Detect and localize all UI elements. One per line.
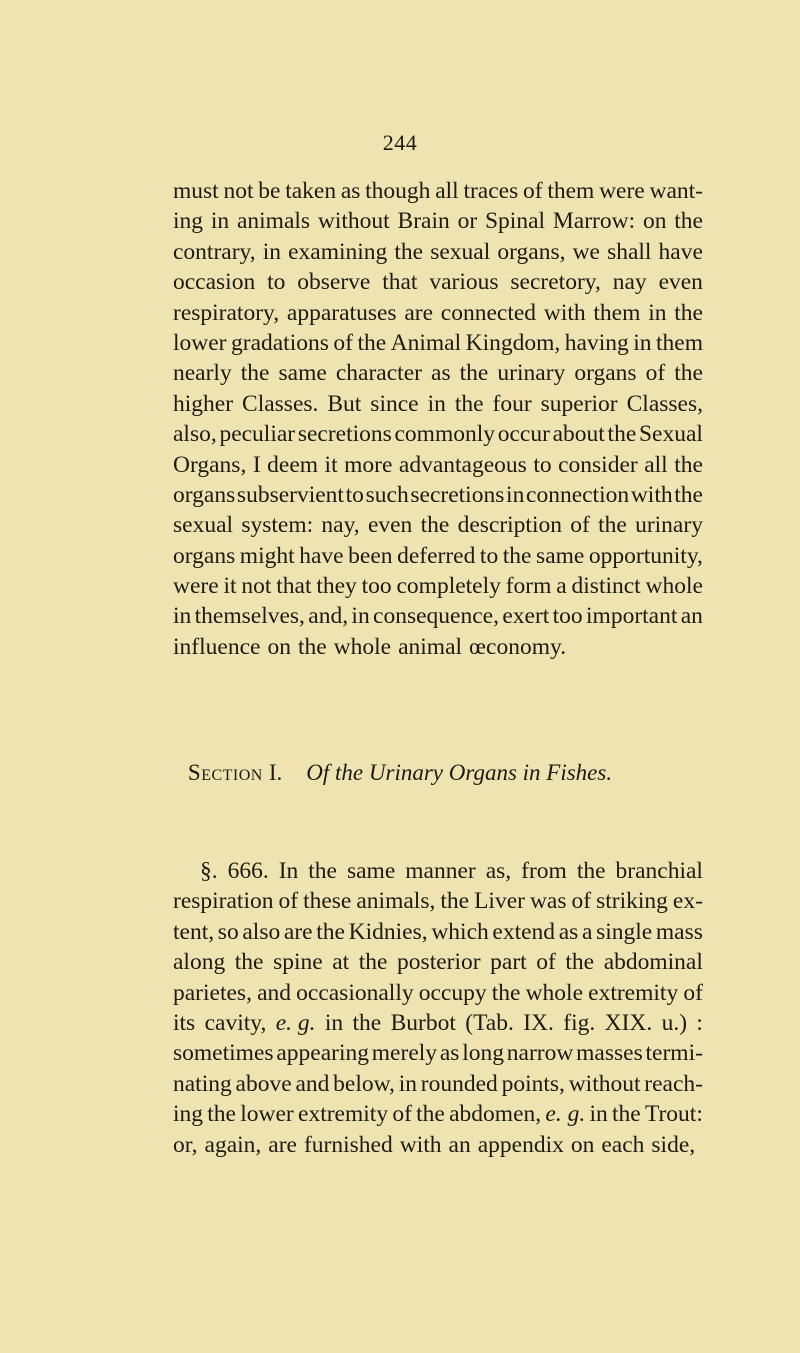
word: organs (173, 481, 236, 508)
text-line (173, 917, 703, 947)
word: also (242, 918, 281, 945)
word: part (490, 949, 527, 976)
word: the (598, 512, 627, 539)
word: description (457, 512, 562, 539)
word: occupy (418, 979, 487, 1006)
word: on (642, 208, 667, 235)
word: narrow (506, 1040, 574, 1067)
word: rounded (420, 1070, 498, 1097)
word: lower (173, 329, 227, 356)
word: all (644, 451, 668, 478)
section-heading (0, 760, 800, 786)
text-line (173, 358, 703, 388)
word: side, (651, 1131, 696, 1158)
word: same (346, 858, 396, 884)
word: the (297, 633, 327, 660)
word: as (340, 178, 361, 204)
word: of (536, 949, 556, 976)
text-line (173, 601, 703, 631)
word: subservient (236, 481, 344, 508)
word: in (589, 1101, 608, 1128)
text-line (173, 328, 703, 358)
word: and (295, 1070, 330, 1097)
word: the (352, 1009, 382, 1036)
word: in (351, 603, 370, 630)
word: extend (492, 918, 556, 945)
word: ex- (672, 888, 703, 915)
word: apparatuses (286, 299, 397, 326)
section-number: I. (268, 760, 283, 785)
word: the (454, 390, 484, 417)
word: §. (200, 858, 218, 884)
word: mass (655, 918, 703, 945)
word: striking (596, 888, 668, 915)
word: the (502, 542, 532, 569)
word: extremity (298, 1101, 389, 1128)
word: themselves, (194, 603, 305, 630)
word: the (576, 858, 606, 884)
word: which (431, 918, 489, 945)
word: animals (236, 208, 311, 235)
word: above (235, 1070, 292, 1097)
text-line (173, 267, 703, 297)
text-line (173, 571, 703, 601)
word: at (332, 949, 350, 976)
word: animals, (356, 888, 436, 915)
word: the (358, 949, 388, 976)
word: the (240, 360, 270, 387)
word: the (420, 512, 450, 539)
word: in (262, 238, 282, 265)
word: organs, (497, 238, 566, 265)
word: commonly (394, 421, 496, 448)
word: taken (285, 178, 337, 204)
word: are (268, 1131, 297, 1158)
word: they (316, 573, 357, 600)
word: Kingdom, (465, 329, 561, 356)
word: the (674, 451, 703, 478)
word: fig. (563, 1009, 596, 1036)
word: each (601, 1131, 645, 1158)
word: opportunity, (588, 542, 703, 569)
word: u.) (661, 1009, 688, 1036)
word: long (462, 1040, 504, 1067)
text-line (173, 541, 703, 571)
text-line (173, 176, 703, 206)
text-line (173, 856, 703, 886)
word: occasionally (296, 979, 414, 1006)
word: as (558, 918, 579, 945)
word: nearly (173, 360, 232, 387)
text-line (173, 632, 703, 662)
word: without (568, 1070, 641, 1097)
word: want- (649, 178, 703, 204)
word: Trout: (644, 1101, 703, 1128)
text-line (173, 206, 703, 236)
word: of (645, 360, 666, 387)
word: it (223, 573, 237, 600)
word: in (173, 603, 192, 630)
word: from (521, 858, 567, 884)
word: the (565, 949, 595, 976)
word: of (570, 512, 590, 539)
word: as (431, 360, 451, 387)
word: to (533, 451, 552, 478)
word: Classes. (242, 390, 319, 417)
word: appearing (276, 1040, 369, 1067)
word: in (506, 481, 525, 508)
word: must (173, 178, 219, 204)
word: appendix (477, 1131, 564, 1158)
word: abdomen, (449, 1101, 542, 1128)
word: in (398, 1070, 417, 1097)
word: we (572, 238, 600, 265)
word: all (435, 178, 459, 204)
word: about (552, 421, 605, 448)
section-label: Section (187, 760, 263, 785)
word: same (536, 542, 585, 569)
word: them (547, 178, 595, 204)
text-line (173, 947, 703, 977)
word: though (365, 178, 431, 204)
word: consequence, (373, 603, 499, 630)
word: too (361, 573, 392, 600)
word: without (317, 208, 390, 235)
word: merely (371, 1040, 438, 1067)
word: extremity (588, 979, 679, 1006)
word: and, (308, 603, 349, 630)
word: with (543, 299, 586, 326)
word: in (324, 1009, 344, 1036)
word: nay (612, 269, 647, 296)
word: sexual (173, 512, 234, 539)
word: connected (440, 299, 537, 326)
word: traces (463, 178, 519, 204)
word: also, (173, 421, 217, 448)
word: the (234, 949, 264, 976)
word: the (674, 299, 703, 326)
word: branchial (615, 858, 703, 884)
word: form (505, 573, 552, 600)
word: gradations (231, 329, 329, 356)
word: them (593, 299, 641, 326)
text-line (173, 237, 703, 267)
word: to (479, 542, 499, 569)
word: completely (396, 573, 501, 600)
word: the (459, 360, 489, 387)
word: these (303, 888, 352, 915)
word: in (210, 208, 230, 235)
word: œconomy. (469, 633, 567, 660)
paragraph-2 (173, 856, 703, 1160)
word: not (223, 178, 254, 204)
word: or, (173, 1131, 198, 1158)
word: respiration (173, 888, 274, 915)
word: points, (501, 1070, 565, 1097)
word: distinct (571, 573, 641, 600)
word: sometimes (173, 1040, 274, 1067)
word: furnished (303, 1131, 393, 1158)
text-line (173, 419, 703, 449)
word: termi- (645, 1040, 703, 1067)
word: a (556, 573, 567, 600)
word: an (448, 1131, 471, 1158)
word: the (394, 238, 424, 265)
word: of (392, 1101, 412, 1128)
word: are (404, 299, 434, 326)
word: was (529, 888, 567, 915)
word: in (427, 390, 446, 417)
word: superior (540, 390, 618, 417)
word: nating (173, 1070, 232, 1097)
word: higher (173, 390, 234, 417)
word: of (571, 888, 592, 915)
word: organs (574, 360, 637, 387)
word: it (324, 451, 338, 478)
word: connection (526, 481, 630, 508)
word: the (308, 858, 337, 884)
word: nay, (321, 512, 360, 539)
word: secretions (410, 481, 505, 508)
word: masses (576, 1040, 643, 1067)
word: 666. (227, 858, 269, 884)
paragraph-1 (173, 176, 703, 662)
word: abdominal (603, 949, 703, 976)
word: e. g. (275, 1009, 316, 1036)
word: the (357, 329, 387, 356)
word: ing (173, 1101, 204, 1128)
word: be (258, 178, 281, 204)
word: Burbot (390, 1009, 456, 1036)
word: to (345, 481, 364, 508)
word: various (429, 269, 499, 296)
word: too (552, 603, 583, 630)
word: so (217, 918, 239, 945)
word: Liver (474, 888, 525, 915)
word: deem (267, 451, 319, 478)
word: e. g. (545, 1101, 586, 1128)
word: that (382, 269, 418, 296)
word: same (278, 360, 327, 387)
word: an (680, 603, 703, 630)
word: with (630, 481, 673, 508)
word: even (367, 512, 413, 539)
word: of (333, 329, 353, 356)
word: occasion (173, 269, 256, 296)
word: the (416, 1101, 445, 1128)
word: reach- (644, 1070, 703, 1097)
word: observe (297, 269, 371, 296)
word: the (440, 888, 470, 915)
word: or (457, 208, 478, 235)
word: and (257, 979, 292, 1006)
word: again, (204, 1131, 262, 1158)
word: IX. (523, 1009, 554, 1036)
word: secretory, (510, 269, 601, 296)
word: occur (497, 421, 550, 448)
word: character (335, 360, 422, 387)
word: might (239, 542, 295, 569)
word: important (586, 603, 678, 630)
word: whole (525, 979, 584, 1006)
word: consider (558, 451, 638, 478)
word: advantageous (398, 451, 527, 478)
text-line (173, 978, 703, 1008)
word: Marrow: (552, 208, 636, 235)
word: posterior (397, 949, 481, 976)
word: exert (502, 603, 550, 630)
word: animal (398, 633, 463, 660)
text-line (173, 1099, 703, 1129)
word: cavity, (204, 1009, 267, 1036)
word: been (348, 542, 393, 569)
word: of (522, 178, 543, 204)
word: Classes, (626, 390, 703, 417)
word: urinary (497, 360, 566, 387)
word: are (283, 918, 313, 945)
word: since (370, 390, 419, 417)
text-line (173, 1069, 703, 1099)
word: organs (173, 542, 236, 569)
word: urinary (635, 512, 703, 539)
word: Organs, (173, 451, 247, 478)
text-line (173, 389, 703, 419)
word: in (648, 299, 667, 326)
word: the (316, 918, 345, 945)
word: whole (645, 573, 703, 600)
word: contrary, (173, 238, 256, 265)
word: of (278, 888, 299, 915)
word: on (570, 1131, 595, 1158)
word: the (674, 481, 703, 508)
word: of (683, 979, 703, 1006)
word: below, (333, 1070, 395, 1097)
word: the (491, 979, 521, 1006)
word: not (241, 573, 272, 600)
word: the (674, 208, 703, 235)
word: such (365, 481, 409, 508)
text-line (173, 1008, 703, 1038)
word: were (599, 178, 645, 204)
text-line (173, 298, 703, 328)
word: XIX. (604, 1009, 653, 1036)
word: them (655, 329, 703, 356)
word: along (173, 949, 226, 976)
word: as, (485, 858, 512, 884)
word: ing (173, 208, 204, 235)
word: I (252, 451, 261, 478)
word: lower (240, 1101, 294, 1128)
text-line (173, 1038, 703, 1068)
word: four (492, 390, 532, 417)
word: sexual (430, 238, 491, 265)
word: system: (241, 512, 314, 539)
word: the (611, 1101, 641, 1128)
word: the (607, 421, 637, 448)
word: even (658, 269, 703, 296)
word: Spinal (484, 208, 546, 235)
word: In (278, 858, 299, 884)
word: its (173, 1009, 196, 1036)
text-line (173, 450, 703, 480)
word: more (344, 451, 393, 478)
word: spine (273, 949, 323, 976)
word: the (207, 1101, 236, 1128)
word: Kidnies, (348, 918, 428, 945)
word: deferred (397, 542, 476, 569)
word: respiratory, (173, 299, 280, 326)
word: that (276, 573, 312, 600)
word: have (299, 542, 344, 569)
word: having (564, 329, 629, 356)
word: Sexual (638, 421, 703, 448)
page-number: 244 (382, 130, 418, 155)
section-title: Of the Urinary Organs in Fishes. (306, 760, 613, 785)
word: Animal (390, 329, 462, 356)
text-line (173, 886, 703, 916)
word: have (658, 238, 703, 265)
word: peculiar (219, 421, 296, 448)
word: secretions (297, 421, 392, 448)
word: to (267, 269, 286, 296)
word: examining (288, 238, 388, 265)
word: in (633, 329, 652, 356)
word: on (267, 633, 291, 660)
word: the (674, 360, 703, 387)
text-line (173, 480, 703, 510)
word: whole (333, 633, 392, 660)
word: manner (405, 858, 476, 884)
word: parietes, (173, 979, 252, 1006)
word: (Tab. (465, 1009, 514, 1036)
text-line (173, 1130, 703, 1160)
word: were (173, 573, 219, 600)
word: shall (607, 238, 652, 265)
word: influence (173, 633, 261, 660)
word: single (596, 918, 653, 945)
word: tent, (173, 918, 215, 945)
word: as (439, 1040, 460, 1067)
word: But (327, 390, 362, 417)
word: with (399, 1131, 442, 1158)
word: Brain (397, 208, 450, 235)
text-line (173, 510, 703, 540)
word: a (581, 918, 593, 945)
word: : (696, 1009, 703, 1036)
